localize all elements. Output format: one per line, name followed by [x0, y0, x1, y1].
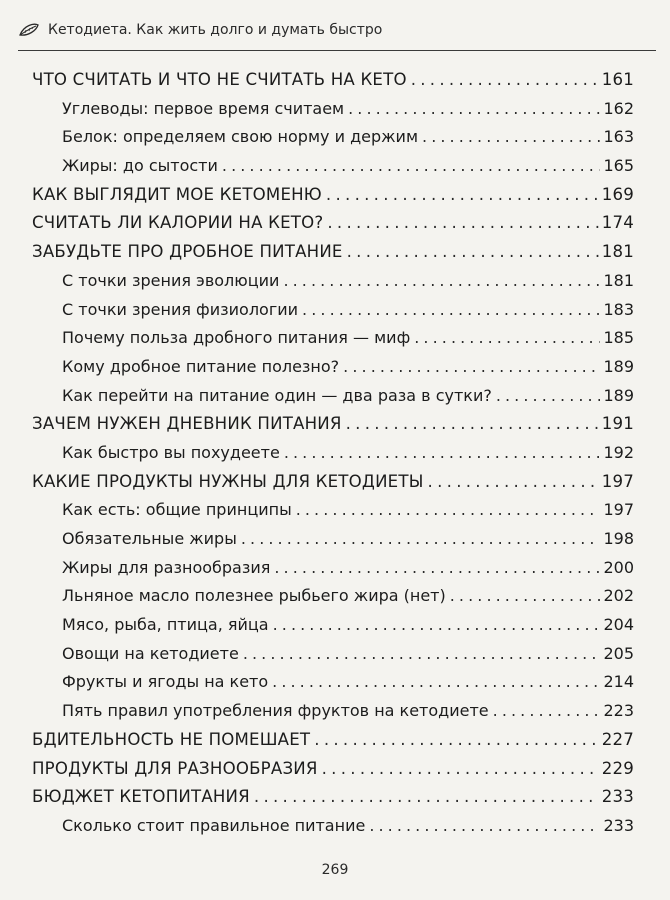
running-head: [18, 22, 382, 38]
dot-leader: [302, 300, 600, 319]
toc-entry-title: Как быстро вы похудеете: [62, 442, 280, 462]
toc-section: [0, 816, 670, 845]
toc-entry-title: ПРОДУКТЫ ДЛЯ РАЗНООБРАЗИЯ: [32, 758, 318, 778]
dot-leader: [272, 672, 600, 691]
toc-entry-title: Белок: определяем свою норму и держим: [62, 127, 419, 147]
dot-leader: [322, 759, 599, 778]
toc-section: [0, 672, 670, 701]
toc-entry-title: Сколько стоит правильное питание: [62, 815, 366, 835]
toc-section: [0, 156, 670, 185]
toc-section: [0, 300, 670, 329]
dot-leader: [284, 443, 601, 462]
dot-leader: [283, 271, 600, 290]
toc-entry-page: 189: [603, 356, 634, 376]
toc-chapter: [0, 70, 670, 99]
toc-entry-page: 183: [603, 299, 634, 319]
dot-leader: [496, 386, 601, 405]
toc-entry-title: БДИТЕЛЬНОСТЬ НЕ ПОМЕШАЕТ: [32, 729, 311, 749]
toc-entry-title: Жиры для разнообразия: [62, 557, 271, 577]
toc-entry-title: ЧТО СЧИТАТЬ И ЧТО НЕ СЧИТАТЬ НА КЕТО: [32, 70, 407, 89]
toc-entry-title: Льняное масло полезнее рыбьего жира (нет): [62, 586, 446, 606]
toc-entry-page: 223: [603, 701, 634, 721]
toc-chapter: [0, 730, 670, 759]
dot-leader: [348, 99, 600, 118]
toc-chapter: [0, 213, 670, 242]
dot-leader: [422, 127, 600, 146]
toc-entry-page: 233: [603, 815, 634, 835]
toc-section: [0, 529, 670, 558]
toc-entry-title: Как есть: общие принципы: [62, 500, 292, 520]
toc-entry-title: С точки зрения физиологии: [62, 299, 299, 319]
toc-chapter: [0, 414, 670, 443]
toc-entry-page: 163: [603, 127, 634, 147]
leaf-icon: [18, 22, 40, 38]
toc-entry-page: 204: [603, 615, 634, 635]
toc-entry-page: 197: [601, 471, 634, 491]
toc-section: [0, 271, 670, 300]
toc-section: [0, 328, 670, 357]
toc-section: [0, 644, 670, 673]
toc-entry-title: КАКИЕ ПРОДУКТЫ НУЖНЫ ДЛЯ КЕТОДИЕТЫ: [32, 471, 424, 491]
table-of-contents: [0, 70, 670, 845]
dot-leader: [243, 644, 601, 663]
dot-leader: [273, 615, 601, 634]
toc-entry-page: 205: [603, 643, 634, 663]
toc-section: [0, 500, 670, 529]
header-rule: [18, 50, 656, 51]
dot-leader: [369, 816, 600, 835]
dot-leader: [314, 730, 598, 749]
dot-leader: [347, 242, 599, 261]
toc-chapter: [0, 242, 670, 271]
toc-entry-page: 229: [601, 758, 634, 778]
toc-entry-title: БЮДЖЕТ КЕТОПИТАНИЯ: [32, 787, 250, 807]
toc-entry-title: Фрукты и ягоды на кето: [62, 672, 269, 692]
toc-chapter: [0, 185, 670, 214]
dot-leader: [254, 787, 599, 806]
dot-leader: [450, 586, 601, 605]
toc-entry-page: 200: [603, 557, 634, 577]
dot-leader: [326, 185, 599, 204]
dot-leader: [222, 156, 601, 175]
toc-section: [0, 701, 670, 730]
toc-entry-page: 185: [603, 328, 634, 348]
toc-entry-page: 197: [603, 500, 634, 520]
toc-entry-title: С точки зрения эволюции: [62, 270, 280, 290]
toc-entry-title: Кому дробное питание полезно?: [62, 356, 340, 376]
dot-leader: [493, 701, 601, 720]
toc-entry-title: Как перейти на питание один — два раза в сутки?: [62, 385, 492, 405]
toc-entry-page: 233: [601, 787, 634, 807]
toc-section: [0, 558, 670, 587]
dot-leader: [343, 357, 600, 376]
toc-entry-page: 227: [601, 729, 634, 749]
toc-entry-page: 174: [601, 213, 634, 233]
dot-leader: [428, 472, 599, 491]
toc-entry-title: Почему польза дробного питания — миф: [62, 328, 411, 348]
toc-section: [0, 386, 670, 415]
toc-chapter: [0, 787, 670, 816]
toc-entry-page: 181: [603, 270, 634, 290]
toc-entry-page: 192: [603, 442, 634, 462]
toc-entry-title: Пять правил употребления фруктов на кетодиете: [62, 701, 489, 721]
toc-entry-title: Мясо, рыба, птица, яйца: [62, 615, 269, 635]
toc-entry-title: ЗАЧЕМ НУЖЕН ДНЕВНИК ПИТАНИЯ: [32, 414, 342, 434]
toc-entry-page: 189: [603, 385, 634, 405]
toc-entry-title: КАК ВЫГЛЯДИТ МОЕ КЕТОМЕНЮ: [32, 184, 322, 204]
dot-leader: [327, 213, 598, 232]
toc-entry-page: 161: [601, 70, 634, 89]
running-title: Кетодиета. Как жить долго и думать быстро: [48, 22, 383, 38]
toc-entry-title: Углеводы: первое время считаем: [62, 98, 345, 118]
page-number: 269: [321, 862, 349, 878]
dot-leader: [414, 328, 600, 347]
toc-entry-title: Обязательные жиры: [62, 529, 237, 548]
dot-leader: [346, 414, 599, 433]
toc-section: [0, 127, 670, 156]
toc-section: [0, 443, 670, 472]
toc-entry-title: ЗАБУДЬТЕ ПРО ДРОБНОЕ ПИТАНИЕ: [32, 242, 343, 262]
toc-entry-title: Жиры: до сытости: [62, 156, 218, 176]
toc-section: [0, 615, 670, 644]
dot-leader: [296, 500, 601, 519]
toc-entry-page: 165: [603, 156, 634, 176]
toc-entry-page: 162: [603, 98, 634, 118]
toc-entry-page: 181: [601, 242, 634, 262]
toc-entry-page: 191: [601, 414, 634, 434]
toc-entry-title: Овощи на кетодиете: [62, 643, 239, 663]
toc-entry-page: 198: [603, 529, 634, 548]
dot-leader: [411, 70, 599, 89]
toc-entry-title: СЧИТАТЬ ЛИ КАЛОРИИ НА КЕТО?: [32, 213, 324, 233]
dot-leader: [274, 558, 600, 577]
toc-section: [0, 99, 670, 128]
toc-entry-page: 214: [603, 672, 634, 692]
toc-chapter: [0, 759, 670, 788]
toc-chapter: [0, 472, 670, 501]
toc-entry-page: 202: [603, 586, 634, 606]
toc-section: [0, 357, 670, 386]
toc-section: [0, 586, 670, 615]
dot-leader: [241, 529, 601, 548]
toc-entry-page: 169: [601, 184, 634, 204]
